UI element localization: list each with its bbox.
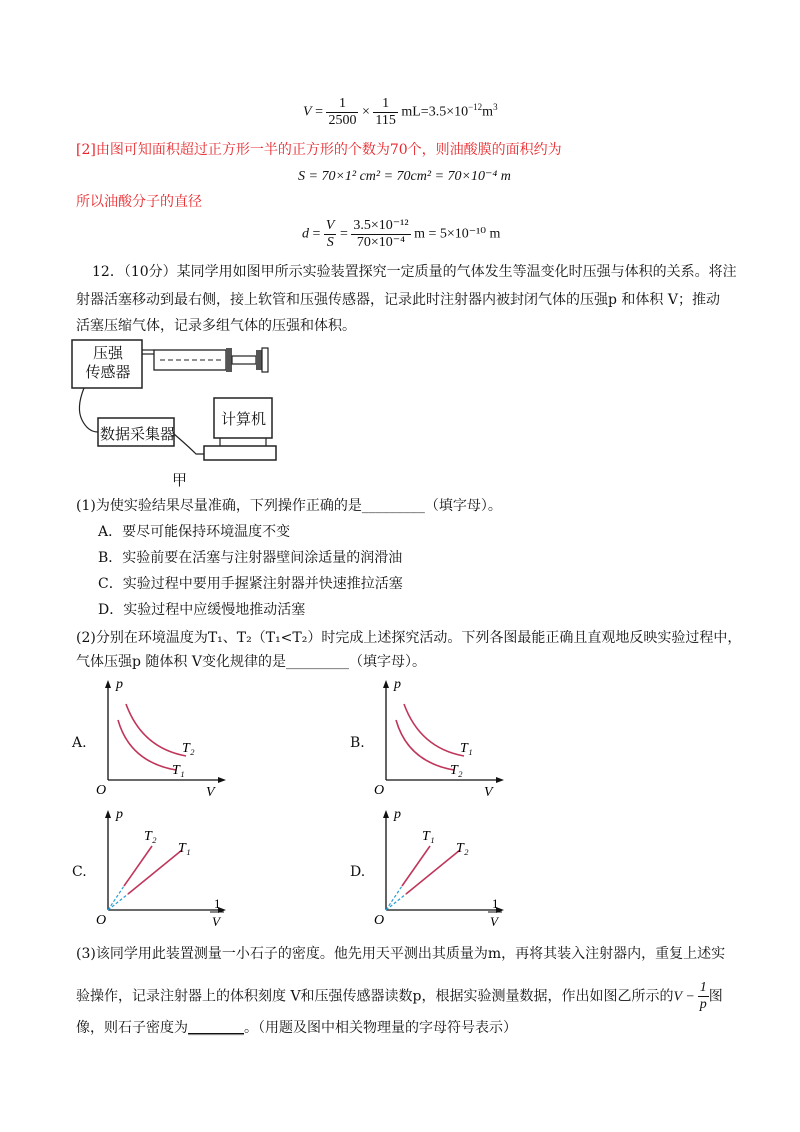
expr-v: V − [673, 989, 695, 1005]
computer-base [204, 446, 276, 460]
formula-tail: mL=3.5×10 [401, 104, 469, 120]
curve-lower [396, 720, 454, 770]
exp: −12 [468, 102, 483, 113]
frac-values: $\frac{\text{3.5×10⁻¹²}}{\text{70×10⁻⁴}}$ [353, 218, 409, 250]
result: m = 5×10⁻¹⁰ m [414, 226, 501, 242]
origin: O [96, 913, 107, 928]
line-shallow [128, 850, 182, 894]
graph-c-label: C. [72, 864, 87, 880]
graph-b-label: B. [350, 735, 365, 751]
sub3-line2-end: 图 [708, 988, 723, 1005]
d-symbol: d [302, 226, 309, 242]
axis-x: V [206, 785, 215, 800]
computer-label: 计算机 [221, 410, 267, 428]
graph-a [96, 676, 236, 800]
answer-blank: ________ [188, 1020, 244, 1036]
q12-line2: 射器活塞移动到最右侧，接上软管和压强传感器，记录此时注射器内被封闭气体的压强p 和体积 V；推动 [76, 292, 720, 308]
origin: O [96, 783, 107, 798]
formula-lhs: V [303, 104, 312, 120]
axis-x-den: V [490, 914, 498, 929]
origin: O [374, 913, 385, 928]
label-upper: T₂ [182, 741, 195, 756]
eq2: = [339, 226, 348, 242]
label-shallow: T₂ [456, 841, 469, 856]
frac-v-s: $\frac{V}{S}$ [325, 218, 335, 250]
graph-b [374, 676, 514, 800]
axis-y: p [116, 807, 123, 822]
graph-d-label: D. [350, 864, 366, 880]
note-diameter: 所以油酸分子的直径 [76, 194, 202, 210]
sub2-line2: 气体压强p 随体积 V变化规律的是_________（填字母）。 [76, 654, 426, 670]
formula-diameter [302, 218, 500, 251]
sub3-line2-text: 验操作，记录注射器上的体积刻度 V和压强传感器读数p，根据实验测量数据，作出如图乙所示的 [76, 988, 674, 1005]
unit-exp: 3 [493, 102, 498, 113]
label-lower: T₂ [450, 763, 463, 778]
axis-x-num: 1 [492, 896, 499, 911]
sub1-question: (1)为使实验结果尽量准确，下列操作正确的是_________（填字母）。 [76, 498, 502, 514]
sub3-line3 [76, 1018, 517, 1038]
eq: = [312, 226, 321, 242]
graph-c [96, 806, 236, 930]
origin: O [374, 783, 385, 798]
note-area: [2]由图可知面积超过正方形一半的正方形的个数为70个，则油酸膜的面积约为 [76, 142, 562, 158]
curve-lower [118, 720, 176, 770]
label-steep: T₂ [144, 829, 157, 844]
formula-area: S = 70×1² cm² = 70cm² = 70×10⁻⁴ m [298, 169, 511, 184]
option-d: D．实验过程中应缓慢地推动活塞 [98, 602, 306, 618]
axis-y: p [116, 677, 123, 692]
fraction-2: $\frac{1}{115}$ [375, 96, 396, 128]
label-upper: T₁ [460, 741, 473, 756]
axis-y: p [394, 807, 401, 822]
graph-d [374, 806, 514, 930]
axis-x: V [484, 785, 493, 800]
piston [226, 348, 232, 372]
times-sign: × [361, 104, 370, 120]
sub3-line3-text: 像，则石子密度为 [76, 1020, 188, 1036]
line-steep [402, 846, 430, 886]
graph-a-label: A. [72, 735, 87, 751]
formula-eq: = [315, 104, 323, 120]
curve-upper [404, 704, 464, 756]
sub2-line1: (2)分别在环境温度为T₁、T₂（T₁<T₂）时完成上述探究活动。下列各图最能正确且直观地反映实验过程中， [76, 630, 742, 646]
sensor-label: 压强 传感器 [85, 344, 131, 381]
curve-upper [126, 704, 186, 756]
sub3-line1: (3)该同学用此装置测量一小石子的密度。他先用天平测出其质量为m，再将其装入注射器内，重复上述实 [76, 946, 726, 962]
formula-volume [303, 96, 498, 129]
collector-label: 数据采集器 [100, 425, 176, 443]
sub3-line3-end: 。（用题及图中相关物理量的字母符号表示） [244, 1020, 517, 1036]
label-steep: T₁ [422, 829, 435, 844]
label-shallow: T₁ [178, 841, 191, 856]
line-steep [124, 846, 152, 886]
label-lower: T₁ [172, 763, 185, 778]
option-a: A．要尽可能保持环境温度不变 [98, 524, 291, 540]
axis-x-num: 1 [214, 896, 221, 911]
q12-line3: 活塞压缩气体，记录多组气体的压强和体积。 [76, 318, 356, 334]
axis-y: p [394, 677, 401, 692]
unit: m [482, 104, 494, 120]
axis-x-den: V [212, 914, 220, 929]
option-c: C．实验过程中要用手握紧注射器并快速推拉活塞 [98, 576, 403, 592]
sub3-line2 [76, 980, 723, 1013]
line-shallow [406, 850, 460, 894]
q12-line1: 12．（10分）某同学用如图甲所示实验装置探究一定质量的气体发生等温变化时压强与体积的关系。将注 [92, 264, 737, 280]
frac-1-p: $\frac{1}{p}$ [699, 980, 707, 1012]
option-b: B．实验前要在活塞与注射器壁间涂适量的润滑油 [98, 550, 403, 566]
fraction-1: $\frac{1}{2500}$ [328, 96, 357, 128]
figure-caption: 甲 [172, 471, 188, 489]
